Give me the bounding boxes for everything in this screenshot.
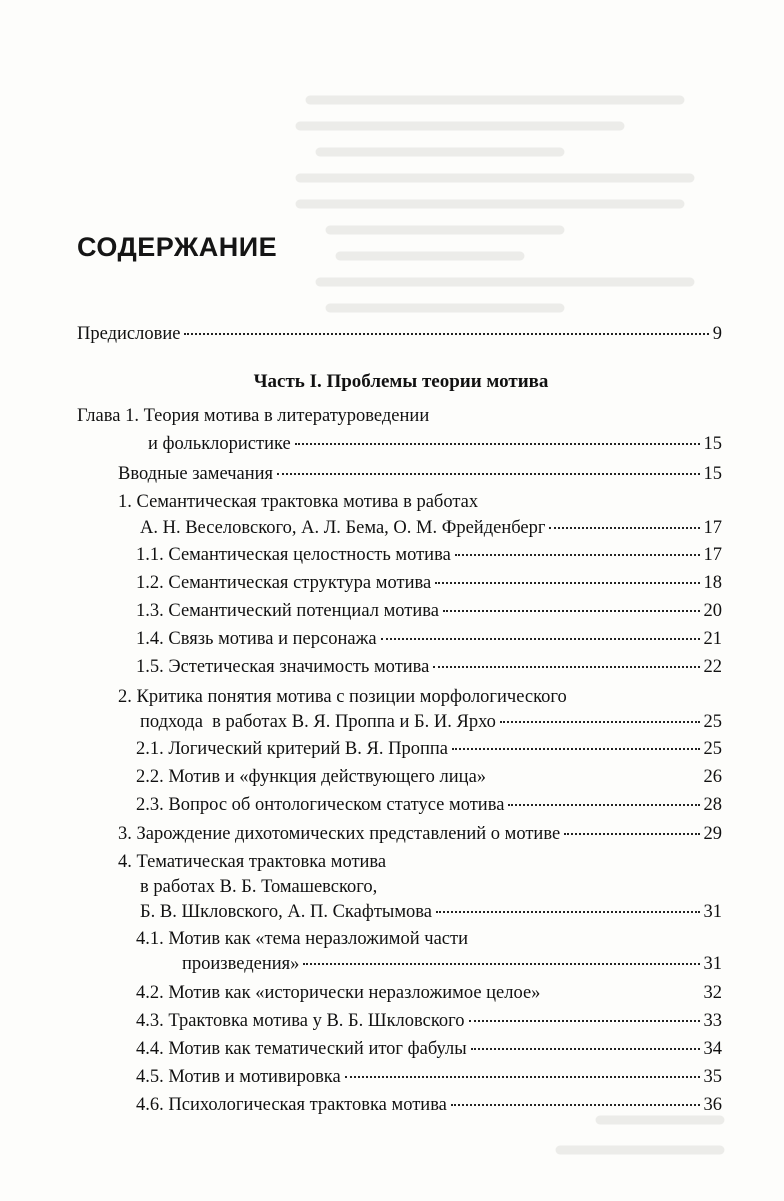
toc-label: 1.5. Эстетическая значимость мотива — [136, 657, 430, 677]
toc-page: 36 — [703, 1095, 722, 1115]
toc-page: 29 — [703, 824, 722, 844]
toc-label: 1.1. Семантическая целостность мотива — [136, 545, 451, 565]
toc-label: 4.2. Мотив как «исторически неразложимое целое» — [136, 983, 541, 1003]
dot-leader — [295, 443, 700, 445]
toc-label: 4.3. Трактовка мотива у В. Б. Шкловского — [136, 1011, 465, 1031]
toc-page: 15 — [703, 434, 722, 454]
toc-page: 20 — [703, 601, 722, 621]
toc-page: 25 — [703, 712, 722, 732]
toc-label: 1.3. Семантический потенциал мотива — [136, 601, 439, 621]
dot-leader — [436, 911, 700, 913]
section-title[interactable]: 1. Семантическая трактовка мотива в работах — [118, 492, 479, 512]
section-title-cont[interactable]: в работах В. Б. Томашевского, — [140, 877, 378, 897]
toc-entry-4-1[interactable] — [182, 952, 722, 976]
dot-leader — [455, 554, 700, 556]
toc-entry-1-1[interactable] — [136, 543, 722, 567]
toc-entry-4-2[interactable] — [136, 981, 722, 1005]
toc-label: произведения» — [182, 954, 300, 974]
toc-label: подхода в работах В. Я. Проппа и Б. И. Ярхо — [140, 712, 496, 732]
toc-page: 17 — [703, 545, 722, 565]
dot-leader — [303, 963, 699, 965]
toc-entry-2-2[interactable] — [136, 765, 722, 789]
dot-leader — [549, 527, 699, 529]
toc-label: А. Н. Веселовского, А. Л. Бема, О. М. Фрейденберг — [140, 518, 546, 538]
toc-entry-2-3[interactable] — [136, 793, 722, 817]
toc-label: Вводные замечания — [118, 464, 274, 484]
toc-entry-1-3[interactable] — [136, 599, 722, 623]
toc-entry-preface[interactable] — [77, 322, 722, 346]
dot-leader — [471, 1048, 700, 1050]
toc-page: 28 — [703, 795, 722, 815]
toc-entry-section-3[interactable] — [118, 822, 722, 846]
toc-page: 9 — [712, 324, 722, 344]
dot-leader — [508, 804, 699, 806]
toc-label: 3. Зарождение дихотомических представлений о мотиве — [118, 824, 561, 844]
dot-leader — [381, 638, 700, 640]
toc-label: Предисловие — [77, 324, 181, 344]
dot-leader — [435, 582, 699, 584]
toc-page: 31 — [703, 902, 722, 922]
toc-entry-4-5[interactable] — [136, 1065, 722, 1089]
section-title[interactable]: 2. Критика понятия мотива с позиции морфологического — [118, 687, 567, 707]
toc-page: 25 — [703, 739, 722, 759]
toc-entry-section-2[interactable] — [140, 710, 722, 734]
toc-label: и фольклористике — [148, 434, 291, 454]
section-title[interactable]: 4. Тематическая трактовка мотива — [118, 852, 387, 872]
dot-leader — [277, 473, 699, 475]
toc-label: 2.1. Логический критерий В. Я. Проппа — [136, 739, 448, 759]
dot-leader — [345, 1076, 700, 1078]
toc-entry-4-4[interactable] — [136, 1037, 722, 1061]
dot-leader — [500, 721, 700, 723]
toc-page: 17 — [703, 518, 722, 538]
toc-entry-1-2[interactable] — [136, 571, 722, 595]
toc-entry-chapter-1[interactable] — [148, 432, 722, 456]
dot-leader — [564, 833, 699, 835]
page-title: СОДЕРЖАНИЕ — [77, 232, 278, 262]
toc-page: 31 — [703, 954, 722, 974]
toc-page: 15 — [703, 464, 722, 484]
toc-entry-section-1[interactable] — [140, 516, 722, 540]
chapter-title[interactable]: Глава 1. Теория мотива в литературоведении — [77, 406, 430, 426]
toc-page: 34 — [703, 1039, 722, 1059]
dot-leader — [433, 666, 699, 668]
toc-label: 2.3. Вопрос об онтологическом статусе мотива — [136, 795, 505, 815]
dot-leader — [451, 1104, 700, 1106]
toc-entry-4-3[interactable] — [136, 1009, 722, 1033]
subsection-title[interactable]: 4.1. Мотив как «тема неразложимой части — [136, 929, 468, 949]
toc-label: 4.4. Мотив как тематический итог фабулы — [136, 1039, 467, 1059]
toc-label: 4.6. Психологическая трактовка мотива — [136, 1095, 447, 1115]
toc-entry-intro[interactable] — [118, 462, 722, 486]
toc-page: 35 — [703, 1067, 722, 1087]
dot-leader — [490, 776, 699, 778]
toc-label: 2.2. Мотив и «функция действующего лица» — [136, 767, 487, 787]
toc-entry-1-5[interactable] — [136, 655, 722, 679]
dot-leader — [469, 1020, 700, 1022]
toc-entry-2-1[interactable] — [136, 737, 722, 761]
dot-leader — [443, 610, 700, 612]
toc-page: 22 — [703, 657, 722, 677]
toc-label: 4.5. Мотив и мотивировка — [136, 1067, 341, 1087]
toc-label: 1.4. Связь мотива и персонажа — [136, 629, 377, 649]
toc-label: Б. В. Шкловского, А. П. Скафтымова — [140, 902, 432, 922]
dot-leader — [184, 333, 708, 335]
toc-entry-1-4[interactable] — [136, 627, 722, 651]
toc-page: 33 — [703, 1011, 722, 1031]
toc-label: 1.2. Семантическая структура мотива — [136, 573, 432, 593]
toc-page: 18 — [703, 573, 722, 593]
part-title: Часть I. Проблемы теории мотива — [253, 371, 549, 392]
toc-page: 21 — [703, 629, 722, 649]
toc-entry-section-4[interactable] — [140, 900, 722, 924]
toc-page: 32 — [703, 983, 722, 1003]
dot-leader — [452, 748, 700, 750]
toc-entry-4-6[interactable] — [136, 1093, 722, 1117]
dot-leader — [544, 992, 699, 994]
toc-page: 26 — [703, 767, 722, 787]
